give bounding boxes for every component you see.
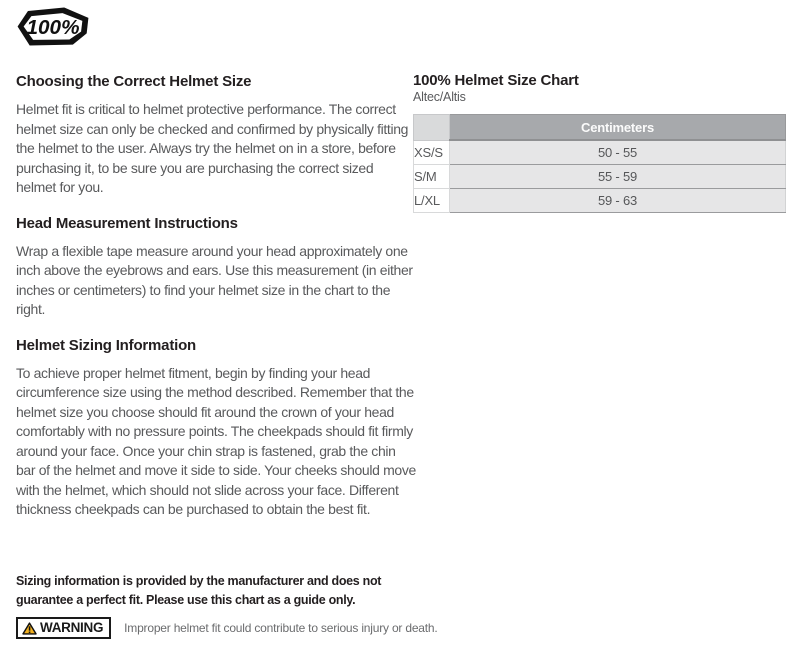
helmet-size-table — [413, 114, 786, 213]
section-heading-sizing-information: Helmet Sizing Information — [16, 336, 197, 354]
sizing-info-column — [16, 73, 416, 537]
brand-100percent-logo — [15, 6, 91, 47]
section-heading-head-measurement: Head Measurement Instructions — [16, 214, 238, 232]
warning-text: Improper helmet fit could contribute to serious injury or death. — [124, 621, 438, 635]
table-row — [414, 189, 786, 213]
centimeters-column-header: Centimeters — [450, 115, 786, 141]
section-body-sizing-information: To achieve proper helmet fitment, begin by finding your head circumference size using the method described. Remember that the helmet size you choose should fit around the crown of your head comfortably with no pressure points. The cheekpads should fit firmly around your face. Once your chin strap is fastened, grab the chin bar of the helmet and move it side to side. Your cheeks should move with the helmet, which should not slide across your face. Different thickness cheekpads can be purchased to obtain the best fit. — [16, 364, 416, 517]
size-label: L/XL — [414, 189, 450, 213]
warning-badge — [16, 617, 111, 639]
warning-label: WARNING — [40, 620, 104, 635]
logo-text: 100% — [26, 15, 80, 39]
size-range-cm: 55 - 59 — [450, 165, 786, 189]
manufacturer-disclaimer: Sizing information is provided by the manufacturer and does not guarantee a perfect fit. Please use this chart as a guide only. — [16, 573, 382, 607]
table-row — [414, 165, 786, 189]
size-chart-title: 100% Helmet Size Chart — [413, 72, 579, 89]
size-chart-column — [413, 72, 786, 213]
warning-triangle-icon — [22, 622, 37, 635]
section-body-head-measurement: Wrap a flexible tape measure around your head approximately one inch above the eyebrows and ears. Use this measurement (in either inches or centimeters) to find your helmet size in the chart to the right. — [16, 242, 413, 317]
size-label: S/M — [414, 165, 450, 189]
table-row — [414, 140, 786, 165]
size-chart-subtitle: Altec/Altis — [413, 90, 466, 104]
section-body-choosing-size: Helmet fit is critical to helmet protective performance. The correct helmet size can only be checked and confirmed by physically fitting the helmet to the user. Always try the helmet on in a store, before purchasing it, to be sure you are purchasing the correct sized helmet for you. — [16, 101, 409, 195]
size-range-cm: 59 - 63 — [450, 189, 786, 213]
size-label: XS/S — [414, 140, 450, 165]
section-heading-choosing-size: Choosing the Correct Helmet Size — [16, 73, 252, 90]
table-corner-cell — [414, 115, 450, 141]
warning-row — [16, 617, 776, 639]
size-range-cm: 50 - 55 — [450, 140, 786, 165]
table-header-row — [414, 115, 786, 141]
